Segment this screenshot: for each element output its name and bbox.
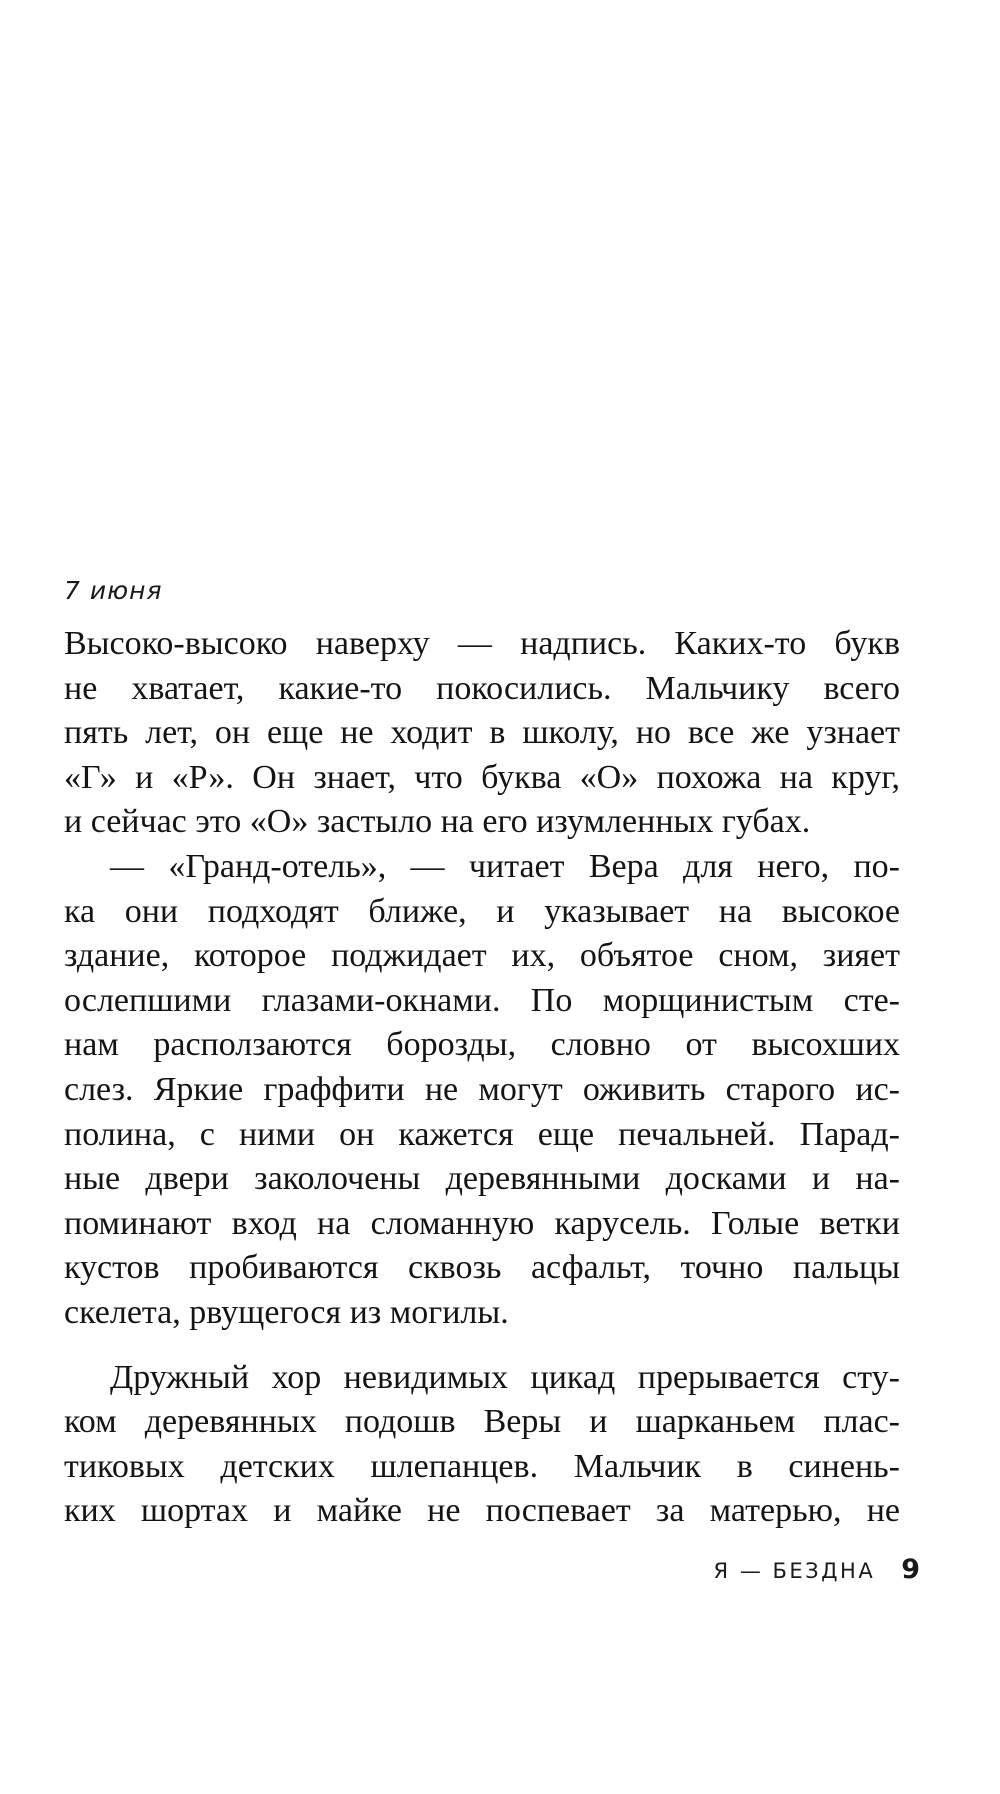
text-line: — «Гранд-отель», — читает Вера для него, по- xyxy=(110,847,900,885)
text-line: ослепшими глазами-окнами. По морщинистым сте- xyxy=(64,981,900,1019)
text-line: ком деревянных подошв Веры и шарканьем плас- xyxy=(64,1403,900,1441)
text-line: полина, с ними он кажется еще печальней. Парад- xyxy=(64,1115,900,1153)
text-line: ка они подходят ближе, и указывает на высокое xyxy=(64,892,900,930)
date-heading: 7 июня xyxy=(64,576,163,605)
text-line: ные двери заколочены деревянными досками и на- xyxy=(64,1160,900,1198)
text-line: слез. Яркие граффити не могут оживить старого ис- xyxy=(64,1070,900,1108)
page-footer xyxy=(714,1554,920,1585)
text-line: скелета, рвущегося из могилы. xyxy=(64,1293,509,1331)
text-line: тиковых детских шлепанцев. Мальчик в синень- xyxy=(64,1447,900,1485)
paragraph-1 xyxy=(64,622,900,845)
text-line: здание, которое поджидает их, объятое сном, зияет xyxy=(64,937,900,975)
text-line: пять лет, он еще не ходит в школу, но все же узнает xyxy=(64,714,900,752)
text-line: Дружный хор невидимых цикад прерывается сту- xyxy=(110,1358,900,1396)
page-number: 9 xyxy=(901,1554,920,1585)
text-line: поминают вход на сломанную карусель. Голые ветки xyxy=(64,1204,900,1242)
paragraph-2 xyxy=(64,845,900,1336)
text-line: и сейчас это «О» застыло на его изумленных губах. xyxy=(64,803,811,841)
text-line: ких шортах и майке не поспевает за матерью, не xyxy=(64,1492,900,1530)
paragraph-3 xyxy=(64,1356,900,1534)
running-title: Я — БЕЗДНА xyxy=(713,1559,876,1583)
body-text xyxy=(64,622,900,1534)
paragraph-spacing xyxy=(64,1336,900,1356)
text-line: Высоко-высоко наверху — надпись. Каких-то букв xyxy=(64,625,900,662)
text-line: не хватает, какие-то покосились. Мальчику всего xyxy=(64,669,900,707)
text-line: нам расползаются борозды, словно от высохших xyxy=(64,1026,900,1064)
text-line: кустов пробиваются сквозь асфальт, точно пальцы xyxy=(64,1249,900,1287)
text-line: «Г» и «Р». Он знает, что буква «О» похожа на круг, xyxy=(64,758,900,796)
